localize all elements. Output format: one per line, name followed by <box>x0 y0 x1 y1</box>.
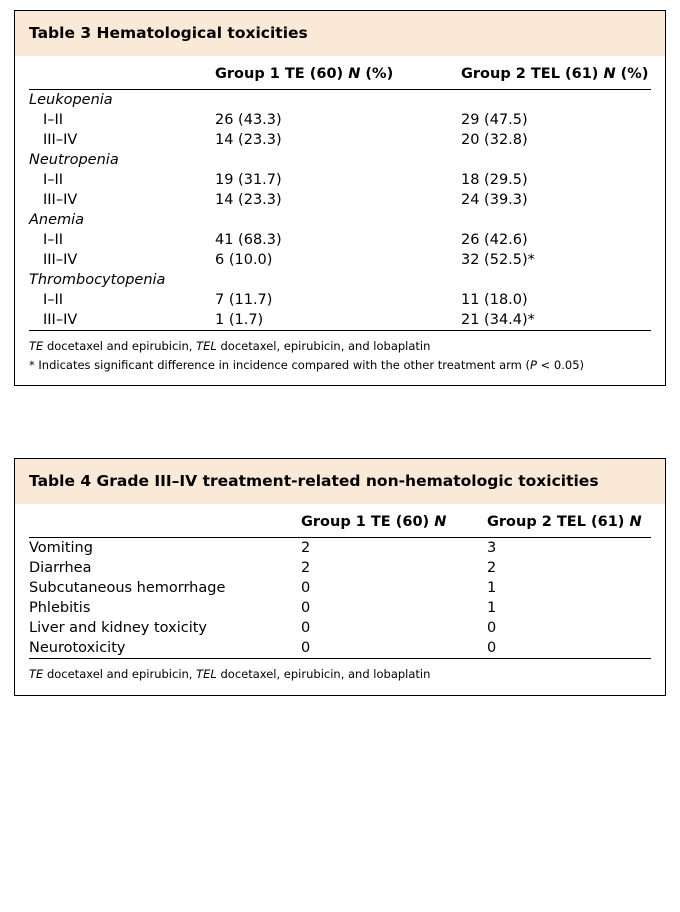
group1-header-n: N <box>434 514 447 531</box>
footnote-significance-post: < 0.05) <box>536 358 584 373</box>
group2-header-n: N <box>603 65 616 82</box>
toxicity-label: Liver and kidney toxicity <box>29 620 207 637</box>
grade-label: III–IV <box>43 131 78 148</box>
table-row <box>29 290 651 310</box>
group1-value: 6 (10.0) <box>215 251 273 268</box>
table-row-group-header <box>29 150 651 170</box>
group1-value: 7 (11.7) <box>215 291 273 308</box>
toxicity-group-label: Thrombocytopenia <box>29 271 166 288</box>
table-4-col-group2 <box>487 504 651 538</box>
group1-value: 2 <box>301 540 311 557</box>
toxicity-label: Vomiting <box>29 540 93 557</box>
footnote-abbreviations <box>29 337 651 356</box>
table-4 <box>14 458 666 695</box>
group2-header-post: (%) <box>615 65 649 82</box>
table-row <box>29 578 651 598</box>
grade-label: I–II <box>43 111 64 128</box>
abbr-tel: TEL <box>196 667 217 682</box>
group2-value: 24 (39.3) <box>461 191 528 208</box>
table-row <box>29 190 651 210</box>
group1-header-pre: Group 1 TE (60) <box>301 514 435 531</box>
group1-value: 0 <box>301 640 311 657</box>
toxicity-label: Subcutaneous hemorrhage <box>29 580 226 597</box>
group2-header-n: N <box>629 514 642 531</box>
table-row <box>29 130 651 150</box>
group2-value: 26 (42.6) <box>461 231 528 248</box>
table-row <box>29 504 651 538</box>
table-4-rows <box>29 538 651 659</box>
table-3-col-group2 <box>461 56 651 90</box>
group1-header-post: (%) <box>360 65 394 82</box>
toxicity-label: Phlebitis <box>29 600 91 617</box>
toxicity-group-label: Neutropenia <box>29 151 119 168</box>
table-3-caption: Table 3 Hematological toxicities <box>15 11 665 56</box>
table-row <box>29 538 651 559</box>
abbr-te: TE <box>29 667 44 682</box>
abbr-tel-text: docetaxel, epirubicin, and lobaplatin <box>216 338 431 353</box>
table-3-footnotes <box>29 330 651 386</box>
group2-value: 21 (34.4)* <box>461 311 535 328</box>
toxicity-group-label: Anemia <box>29 211 85 228</box>
group1-value: 0 <box>301 620 311 637</box>
group2-value: 20 (32.8) <box>461 131 528 148</box>
table-row-group-header <box>29 89 651 110</box>
grade-label: I–II <box>43 291 64 308</box>
group2-value: 2 <box>487 560 497 577</box>
abbr-te: TE <box>29 338 44 353</box>
table-row <box>29 638 651 658</box>
footnote-p-symbol: P <box>530 358 537 373</box>
group2-value: 29 (47.5) <box>461 111 528 128</box>
group1-value: 19 (31.7) <box>215 171 282 188</box>
group2-value: 1 <box>487 600 497 617</box>
footnote-abbreviations <box>29 665 651 684</box>
grade-label: I–II <box>43 231 64 248</box>
footnote-significance <box>29 356 651 375</box>
table-row <box>29 598 651 618</box>
table-4-col-group1 <box>301 504 487 538</box>
group2-header-pre: Group 2 TEL (61) <box>487 514 630 531</box>
group1-value: 2 <box>301 560 311 577</box>
group1-value: 14 (23.3) <box>215 131 282 148</box>
table-row <box>29 250 651 270</box>
abbr-tel-text: docetaxel, epirubicin, and lobaplatin <box>216 667 431 682</box>
group1-value: 26 (43.3) <box>215 111 282 128</box>
group2-value: 18 (29.5) <box>461 171 528 188</box>
table-4-footnotes <box>29 658 651 694</box>
toxicity-group-label: Leukopenia <box>29 91 113 108</box>
toxicity-label: Diarrhea <box>29 560 92 577</box>
table-row <box>29 558 651 578</box>
group2-value: 3 <box>487 540 497 557</box>
table-row <box>29 110 651 130</box>
grade-label: III–IV <box>43 251 78 268</box>
group1-header-pre: Group 1 TE (60) <box>215 65 349 82</box>
table-row <box>29 310 651 330</box>
table-3-grid <box>29 56 651 330</box>
table-row <box>29 230 651 250</box>
table-4-head <box>29 504 651 538</box>
group2-value: 0 <box>487 620 497 637</box>
group1-value: 41 (68.3) <box>215 231 282 248</box>
grade-label: I–II <box>43 171 64 188</box>
table-3 <box>14 10 666 386</box>
table-3-head <box>29 56 651 90</box>
footnote-significance-pre: * Indicates significant difference in incidence compared with the other treatment arm ( <box>29 358 531 373</box>
table-spacer <box>14 386 666 458</box>
group2-value: 1 <box>487 580 497 597</box>
abbr-te-text: docetaxel and epirubicin, <box>43 338 197 353</box>
group2-header-pre: Group 2 TEL (61) <box>461 65 604 82</box>
table-3-body <box>15 56 665 386</box>
abbr-tel: TEL <box>196 338 217 353</box>
group1-value: 14 (23.3) <box>215 191 282 208</box>
table-4-grid <box>29 504 651 658</box>
table-row <box>29 56 651 90</box>
grade-label: III–IV <box>43 311 78 328</box>
table-row <box>29 170 651 190</box>
group1-value: 0 <box>301 600 311 617</box>
table-4-col-blank <box>29 504 301 538</box>
grade-label: III–IV <box>43 191 78 208</box>
group1-header-n: N <box>348 65 361 82</box>
table-row-group-header <box>29 210 651 230</box>
table-3-col-group1 <box>215 56 461 90</box>
table-row-group-header <box>29 270 651 290</box>
table-3-rows <box>29 89 651 330</box>
table-3-col-blank <box>29 56 215 90</box>
group1-value: 0 <box>301 580 311 597</box>
abbr-te-text: docetaxel and epirubicin, <box>43 667 197 682</box>
group2-value: 32 (52.5)* <box>461 251 535 268</box>
group1-value: 1 (1.7) <box>215 311 264 328</box>
table-4-caption: Table 4 Grade III–IV treatment-related non-hematologic toxicities <box>15 459 665 504</box>
table-row <box>29 618 651 638</box>
group2-value: 11 (18.0) <box>461 291 528 308</box>
group2-value: 0 <box>487 640 497 657</box>
toxicity-label: Neurotoxicity <box>29 640 126 657</box>
table-4-body <box>15 504 665 694</box>
